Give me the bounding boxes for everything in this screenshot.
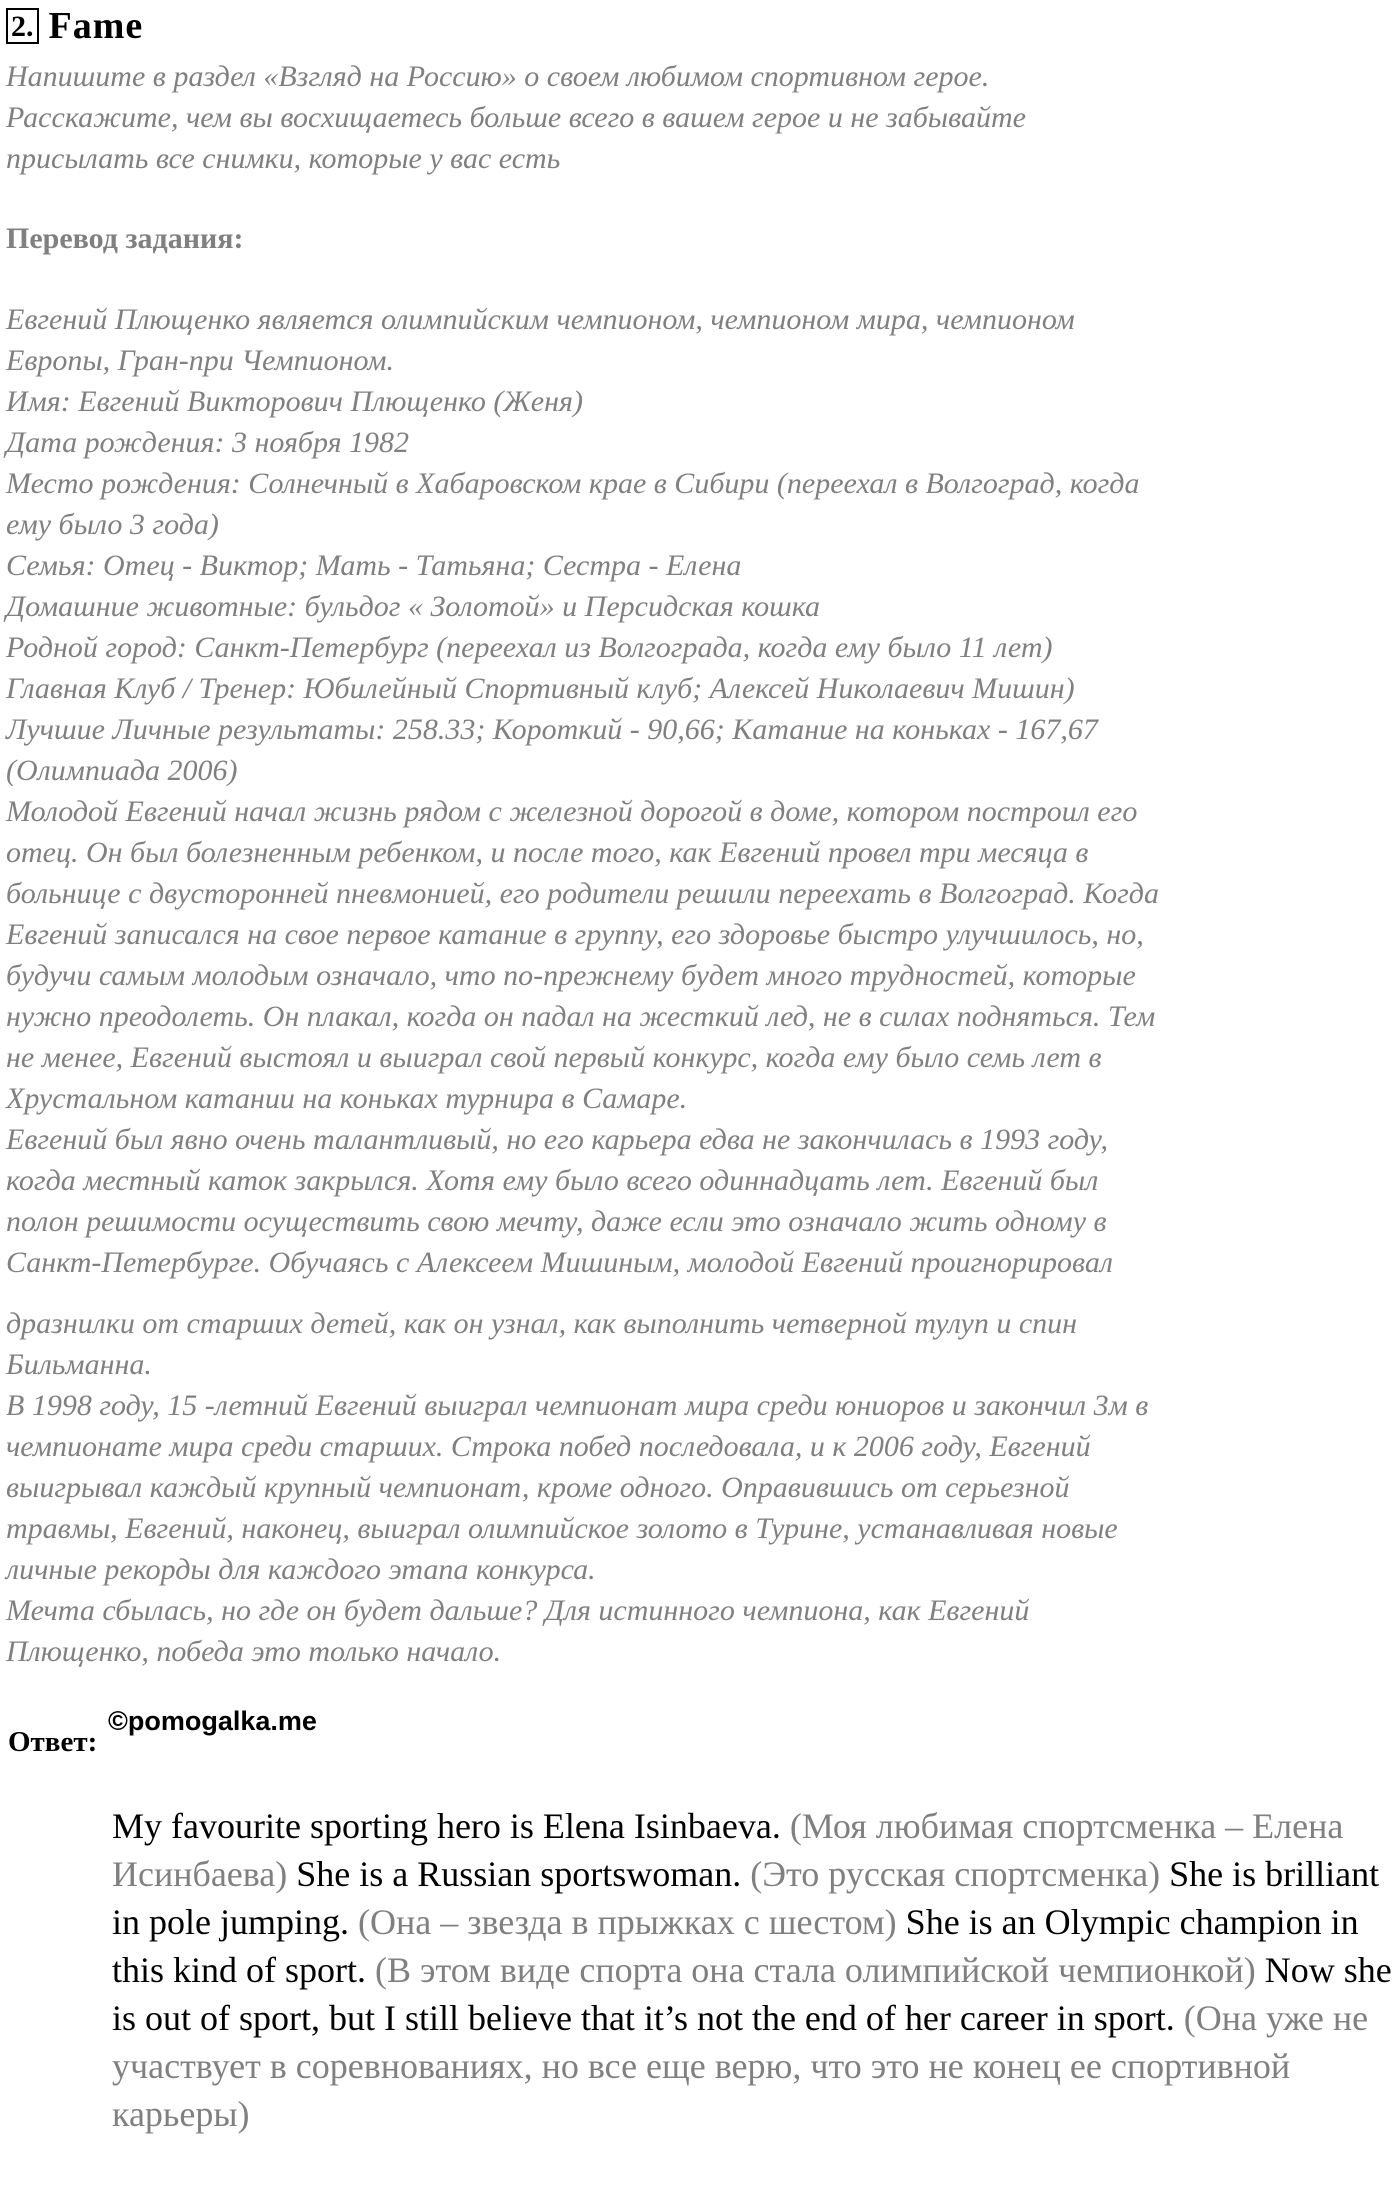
answer-russian-translation: (В этом виде спорта она стала олимпийской чемпионкой)	[375, 1950, 1256, 1990]
translation-line: Евгений Плющенко является олимпийским чемпионом, чемпионом мира, чемпионом	[6, 303, 1075, 336]
translation-line: больнице с двусторонней пневмонией, его родители решили переехать в Волгоград. Когда	[6, 877, 1159, 910]
translation-line: не менее, Евгений выстоял и выиграл свой первый конкурс, когда ему было семь лет в	[6, 1041, 1102, 1074]
translation-block-a	[6, 299, 1396, 1283]
translation-line: ему было 3 года)	[6, 508, 219, 541]
translation-line: Евгений записался на свое первое катание в группу, его здоровье быстро улучшилось, но,	[6, 918, 1144, 951]
translation-line: Плющенко, победа это только начало.	[6, 1635, 502, 1668]
translation-line: Мечта сбылась, но где он будет дальше? Для истинного чемпиона, как Евгений	[6, 1594, 1030, 1627]
translation-line: будучи самым молодым означало, что по-прежнему будет много трудностей, которые	[6, 959, 1136, 992]
translation-line: Евгений был явно очень талантливый, но его карьера едва не закончилась в 1993 году,	[6, 1123, 1108, 1156]
translation-line: Бильманна.	[6, 1348, 152, 1381]
answer-english-sentence: She is an Olympic champion in this kind of sport.	[112, 1902, 1359, 1990]
translation-line: Лучшие Личные результаты: 258.33; Короткий - 90,66; Катание на коньках - 167,67	[6, 713, 1098, 746]
exercise-title: Fame	[48, 5, 144, 47]
translation-line: выигрывал каждый крупный чемпионат, кроме одного. Оправившись от серьезной	[6, 1471, 1070, 1504]
translation-line: В 1998 году, 15 -летний Евгений выиграл чемпионат мира среди юниоров и закончил 3м в	[6, 1389, 1149, 1422]
translation-line: Родной город: Санкт-Петербург (переехал из Волгограда, когда ему было 11 лет)	[6, 631, 1053, 664]
translation-line: Санкт-Петербурге. Обучаясь с Алексеем Мишиным, молодой Евгений проигнорировал	[6, 1246, 1113, 1279]
translation-line: личные рекорды для каждого этапа конкурса.	[6, 1553, 596, 1586]
answer-english-sentence: My favourite sporting hero is Elena Isinbaeva.	[112, 1806, 781, 1846]
answer-russian-translation: (Она уже не участвует в соревнованиях, но все еще верю, что это не конец ее спортивной карьеры)	[112, 1998, 1369, 2134]
answer-text	[112, 1802, 1397, 2138]
translation-text	[6, 299, 1396, 1672]
translation-line: отец. Он был болезненным ребенком, и после того, как Евгений провел три месяца в	[6, 836, 1089, 869]
answer-english-sentence: She is a Russian sportswoman.	[296, 1854, 742, 1894]
task-line: Напишите в раздел «Взгляд на Россию» о своем любимом спортивном герое.	[6, 60, 990, 93]
answer-english-sentence: Now she is out of sport, but I still believe that it’s not the end of her career in sport.	[112, 1950, 1392, 2038]
translation-line: чемпионате мира среди старших. Строка побед последовала, и к 2006 году, Евгений	[6, 1430, 1091, 1463]
answer-russian-translation: (Это русская спортсменка)	[750, 1854, 1161, 1894]
translation-line: Хрустальном катании на коньках турнира в Самаре.	[6, 1082, 688, 1115]
task-text	[6, 56, 1386, 179]
translation-line: Европы, Гран-при Чемпионом.	[6, 344, 395, 377]
translation-block-b	[6, 1303, 1396, 1672]
block-gap	[6, 1283, 1396, 1303]
translation-line: Дата рождения: 3 ноября 1982	[6, 426, 410, 459]
translation-line: Имя: Евгений Викторович Плющенко (Женя)	[6, 385, 583, 418]
answer-english-sentence: She is brilliant in pole jumping.	[112, 1854, 1380, 1942]
task-line: присылать все снимки, которые у вас есть	[6, 142, 561, 175]
translation-line: дразнилки от старших детей, как он узнал, как выполнить четверной тулуп и спин	[6, 1307, 1078, 1340]
task-line: Расскажите, чем вы восхищаетесь больше всего в вашем герое и не забывайте	[6, 101, 1026, 134]
translation-line: Место рождения: Солнечный в Хабаровском крае в Сибири (переехал в Волгоград, когда	[6, 467, 1140, 500]
translation-label: Перевод задания:	[6, 222, 244, 255]
translation-line: Домашние животные: бульдог « Золотой» и Персидская кошка	[6, 590, 821, 623]
translation-line: Молодой Евгений начал жизнь рядом с железной дорогой в доме, котором построил его	[6, 795, 1138, 828]
translation-line: когда местный каток закрылся. Хотя ему было всего одиннадцать лет. Евгений был	[6, 1164, 1099, 1197]
translation-line: Главная Клуб / Тренер: Юбилейный Спортивный клуб; Алексей Николаевич Мишин)	[6, 672, 1075, 705]
watermark: ©pomogalka.me	[108, 1706, 317, 1736]
translation-line: полон решимости осуществить свою мечту, даже если это означало жить одному в	[6, 1205, 1107, 1238]
exercise-number: 2.	[6, 8, 39, 44]
answer-russian-translation: (Она – звезда в прыжках с шестом)	[358, 1902, 897, 1942]
answer-label: Ответ:	[8, 1726, 98, 1758]
translation-line: (Олимпиада 2006)	[6, 754, 238, 787]
exercise-header	[6, 4, 143, 48]
translation-line: нужно преодолеть. Он плакал, когда он падал на жесткий лед, не в силах подняться. Тем	[6, 1000, 1156, 1033]
translation-line: Семья: Отец - Виктор; Мать - Татьяна; Сестра - Елена	[6, 549, 742, 582]
translation-line: травмы, Евгений, наконец, выиграл олимпийское золото в Турине, устанавливая новые	[6, 1512, 1118, 1545]
answer-russian-translation: (Моя любимая спортсменка – Елена Исинбаева)	[112, 1806, 1344, 1894]
